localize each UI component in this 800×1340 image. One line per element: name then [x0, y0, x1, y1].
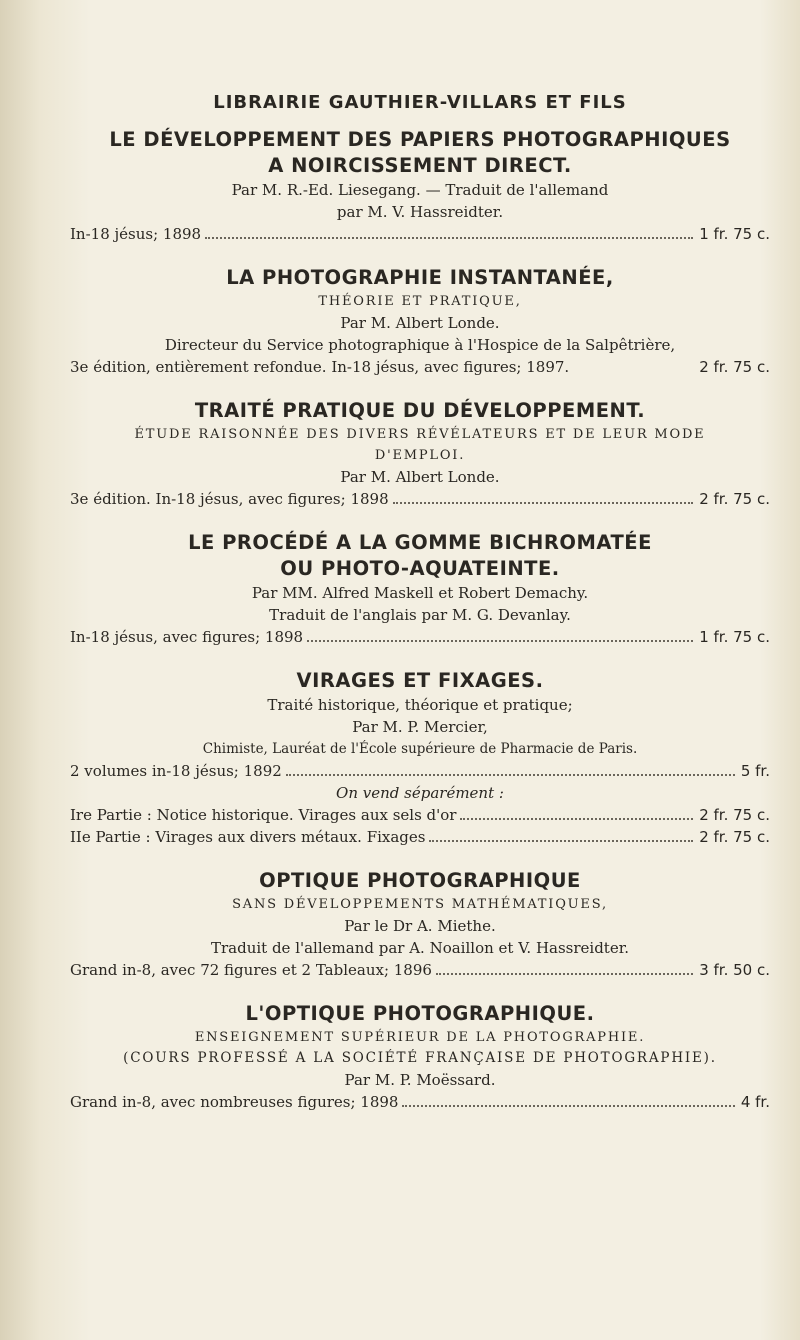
book-price-line: [70, 1091, 770, 1113]
book-subtitle: SANS DÉVELOPPEMENTS MATHÉMATIQUES,: [232, 897, 608, 912]
book-part-price: 2 fr. 75 c.: [699, 828, 770, 846]
book-price-line: [70, 223, 770, 245]
book-part-label: IIe Partie : Virages aux divers métaux. Fixages: [70, 828, 426, 846]
book-publication: 3e édition, entièrement refondue. In-18 jésus, avec figures; 1897.: [70, 358, 570, 376]
book-publication: 3e édition. In-18 jésus, avec figures; 1898: [70, 490, 389, 508]
dot-leader: [460, 818, 693, 820]
book-price-line: [70, 626, 770, 648]
book-price: 4 fr.: [740, 1093, 770, 1111]
book-subtitle: ÉTUDE RAISONNÉE DES DIVERS RÉVÉLATEURS ET DE LEUR MODE: [134, 427, 706, 442]
book-subtitle-line2: (COURS PROFESSÉ A LA SOCIÉTÉ FRANÇAISE DE PHOTOGRAPHIE).: [123, 1050, 717, 1066]
book-entry: [70, 1001, 770, 1113]
book-publication: In-18 jésus, avec figures; 1898: [70, 628, 304, 646]
book-publication: Grand in-8, avec 72 figures et 2 Tableaux; 1896: [70, 961, 432, 979]
dot-leader: [286, 774, 735, 776]
dot-leader: [393, 502, 694, 504]
book-subtitle: THÉORIE ET PRATIQUE,: [318, 294, 522, 309]
book-author: Par M. Albert Londe.: [340, 314, 500, 332]
book-title: LE PROCÉDÉ A LA GOMME BICHROMATÉE: [188, 531, 652, 554]
dot-leader: [205, 237, 693, 239]
book-part-line: [70, 804, 770, 826]
book-price: 1 fr. 75 c.: [699, 628, 770, 646]
book-translator: Traduit de l'allemand par A. Noaillon et V. Hassreidter.: [210, 939, 630, 957]
book-author-credentials: Chimiste, Lauréat de l'École supérieure de Pharmacie de Paris.: [202, 741, 638, 757]
book-translator: Traduit de l'anglais par M. G. Devanlay.: [269, 606, 571, 624]
book-title: LE DÉVELOPPEMENT DES PAPIERS PHOTOGRAPHIQUES: [109, 128, 731, 151]
book-entry: [70, 868, 770, 981]
book-author: Par MM. Alfred Maskell et Robert Demachy.: [251, 584, 589, 602]
book-part-line: [70, 826, 770, 848]
page-content: [70, 92, 770, 1133]
book-translator: par M. V. Hassreidter.: [336, 203, 504, 221]
book-price-line: [70, 959, 770, 981]
book-description: Directeur du Service photographique à l'Hospice de la Salpêtrière,: [164, 336, 676, 354]
book-note: On vend séparément :: [336, 784, 504, 802]
book-part-label: Ire Partie : Notice historique. Virages aux sels d'or: [70, 806, 457, 824]
book-author: Par M. P. Moëssard.: [344, 1071, 496, 1089]
book-entry: [70, 530, 770, 648]
book-author: Par M. Albert Londe.: [340, 468, 500, 486]
book-publication: 2 volumes in-18 jésus; 1892: [70, 762, 282, 780]
book-entry: [70, 127, 770, 245]
book-title: LA PHOTOGRAPHIE INSTANTANÉE,: [226, 266, 614, 289]
dot-leader: [307, 640, 693, 642]
book-title-line2: A NOIRCISSEMENT DIRECT.: [268, 154, 572, 177]
book-author: Par le Dr A. Miethe.: [344, 917, 496, 935]
book-author: Par M. R.-Ed. Liesegang. — Traduit de l'allemand: [231, 181, 609, 199]
book-price-line: [70, 760, 770, 782]
book-title: TRAITÉ PRATIQUE DU DÉVELOPPEMENT.: [194, 399, 646, 422]
book-publication: In-18 jésus; 1898: [70, 225, 202, 243]
book-subtitle-line2: D'EMPLOI.: [374, 448, 466, 463]
book-description: Traité historique, théorique et pratique;: [267, 696, 573, 714]
book-price: 2 fr. 75 c.: [699, 490, 770, 508]
dot-leader: [436, 973, 693, 975]
book-price: 5 fr.: [740, 762, 770, 780]
book-price: 3 fr. 50 c.: [699, 961, 770, 979]
book-title-line2: OU PHOTO-AQUATEINTE.: [280, 557, 560, 580]
book-price-line: [70, 488, 770, 510]
book-entry: [70, 398, 770, 510]
book-title: L'OPTIQUE PHOTOGRAPHIQUE.: [245, 1002, 595, 1025]
book-title: OPTIQUE PHOTOGRAPHIQUE: [259, 869, 581, 892]
book-author: Par M. P. Mercier,: [352, 718, 488, 736]
book-entry: [70, 668, 770, 848]
book-subtitle: ENSEIGNEMENT SUPÉRIEUR DE LA PHOTOGRAPHIE.: [194, 1030, 646, 1045]
book-price: 1 fr. 75 c.: [699, 225, 770, 243]
book-part-price: 2 fr. 75 c.: [699, 806, 770, 824]
book-publication: Grand in-8, avec nombreuses figures; 1898: [70, 1093, 399, 1111]
dot-leader: [402, 1105, 734, 1107]
book-price: 2 fr. 75 c.: [699, 358, 770, 376]
book-title: VIRAGES ET FIXAGES.: [296, 669, 544, 692]
publisher-header: LIBRAIRIE GAUTHIER-VILLARS ET FILS: [213, 92, 627, 113]
book-price-line: [70, 356, 770, 378]
book-entry: [70, 265, 770, 378]
dot-leader: [429, 840, 693, 842]
